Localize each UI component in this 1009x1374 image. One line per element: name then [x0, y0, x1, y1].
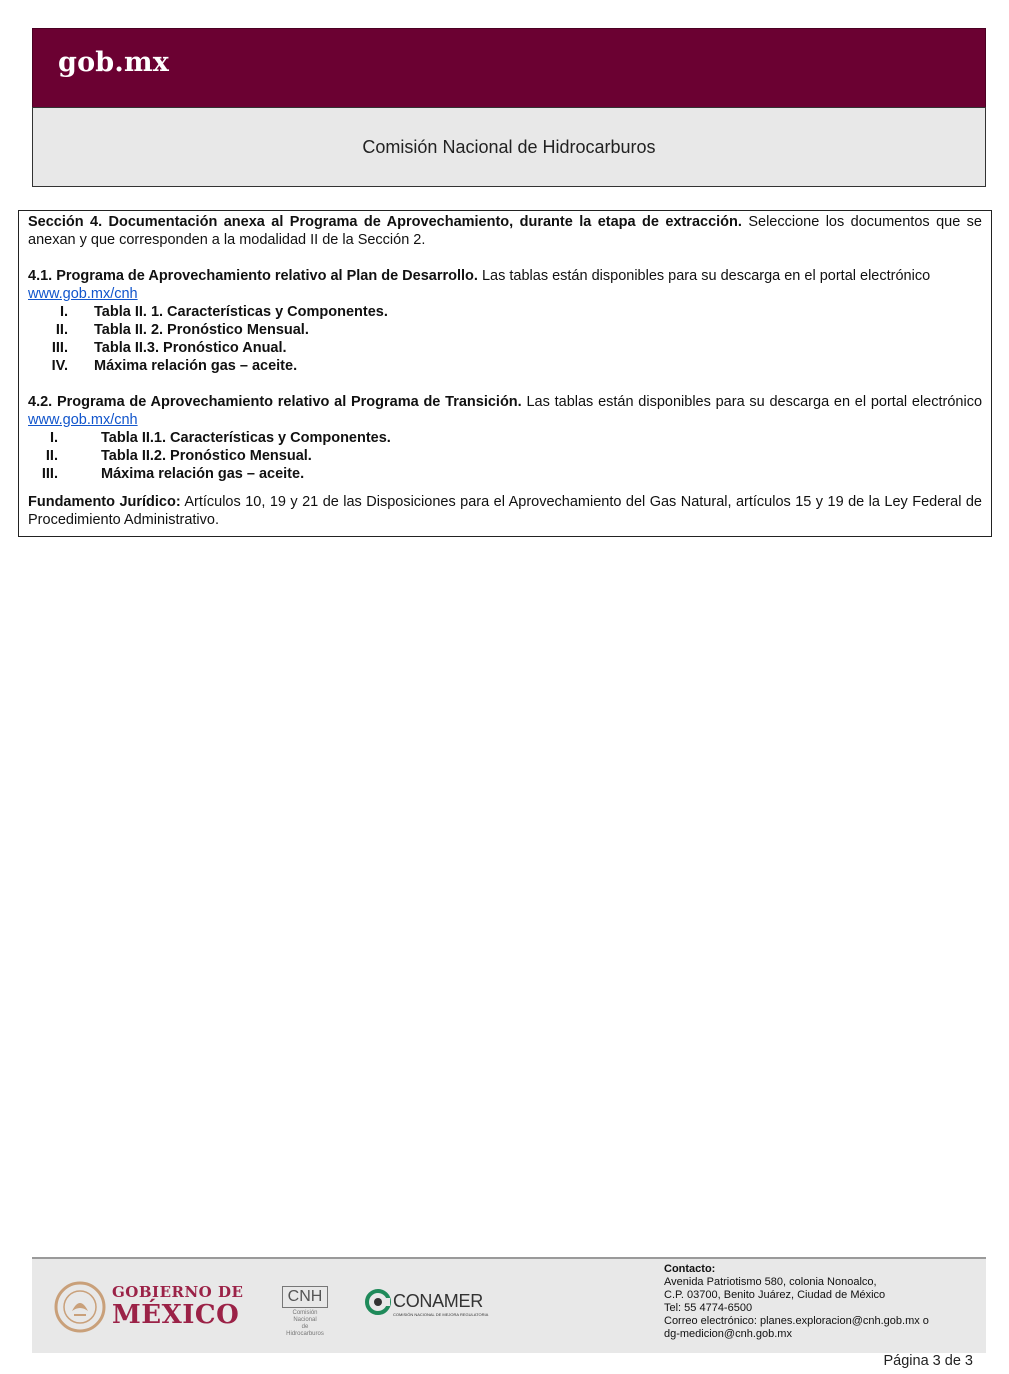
list-item: I. Tabla II.1. Características y Componentes. — [49, 430, 391, 446]
list-item: IV. Máxima relación gas – aceite. — [51, 358, 298, 374]
page-number: Página 3 de 3 — [883, 1353, 973, 1369]
header-band — [32, 28, 986, 108]
subsection-4-1 — [28, 267, 982, 303]
subsection-4-2 — [28, 393, 982, 429]
conamer-logo: CONAMER COMISIÓN NACIONAL DE MEJORA REGULATORIA — [365, 1289, 391, 1320]
agency-name: Comisión Nacional de Hidrocarburos — [362, 136, 656, 157]
subsection-4-2-title: 4.2. Programa de Aprovechamiento relativo al Programa de Transición. — [28, 394, 522, 410]
agency-title — [32, 107, 986, 187]
section-4-box — [18, 210, 992, 537]
list-item: III. Tabla II.3. Pronóstico Anual. — [51, 340, 287, 356]
section-heading — [28, 213, 982, 249]
subsection-4-1-text: Las tablas están disponibles para su descarga en el portal electrónico — [477, 268, 931, 284]
gobmx-logo[interactable]: gob.mx — [58, 47, 170, 78]
conamer-icon — [365, 1289, 391, 1315]
portal-link-1[interactable]: www.gob.mx/cnh — [28, 286, 138, 302]
contact-info: Contacto: Avenida Patriotismo 580, colonia Nonoalco, C.P. 03700, Benito Juárez, Ciudad de México Tel: 55 4774-6500 Correo electrónico: planes.exploracion@cnh.gob.mx o dg-medicion@cnh.gob.mx — [664, 1263, 929, 1340]
list-item: I. Tabla II. 1. Características y Componentes. — [59, 304, 388, 320]
legal-basis — [28, 493, 982, 529]
subsection-4-2-text: Las tablas están disponibles para su descarga en el portal electrónico — [521, 394, 983, 410]
footer — [32, 1259, 986, 1353]
subsection-4-1-title: 4.1. Programa de Aprovechamiento relativo al Plan de Desarrollo. — [28, 268, 478, 284]
list-item: II. Tabla II.2. Pronóstico Mensual. — [45, 448, 312, 464]
portal-link-2[interactable]: www.gob.mx/cnh — [28, 412, 138, 428]
list-item: III. Máxima relación gas – aceite. — [41, 466, 305, 482]
mexico-seal-icon — [54, 1281, 106, 1333]
section-title: Sección 4. Documentación anexa al Programa de Aprovechamiento, durante la etapa de extracción. — [28, 214, 742, 230]
legal-basis-text: Artículos 10, 19 y 21 de las Disposiciones para el Aprovechamiento del Gas Natural, artículos 15 y 19 de la Ley Federal de Procedimiento Administrativo. — [28, 494, 982, 528]
list-item: II. Tabla II. 2. Pronóstico Mensual. — [55, 322, 309, 338]
cnh-logo: CNH Comisión Nacional de Hidrocarburos — [282, 1286, 328, 1338]
gobierno-de-mexico-logo: GOBIERNO DE MÉXICO — [112, 1283, 244, 1330]
section-instructions: Seleccione los documentos que se anexan y que corresponden a la modalidad II de la Sección 2. — [28, 214, 982, 248]
legal-basis-title: Fundamento Jurídico: — [28, 494, 181, 510]
